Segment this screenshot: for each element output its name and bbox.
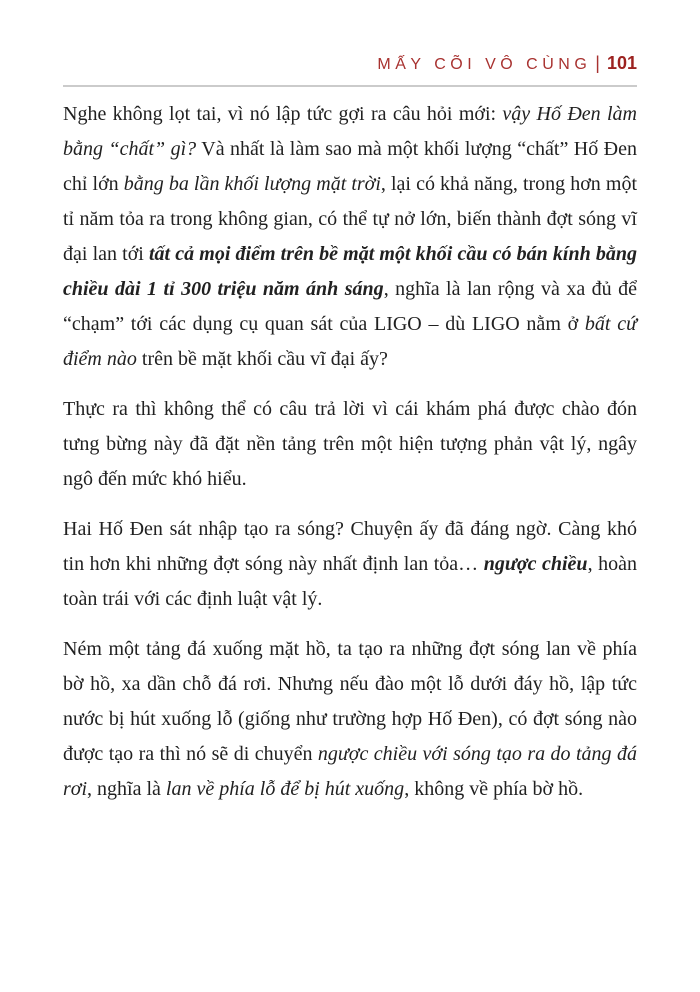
text-segment: , hoàn toàn trái với các định luật vật lý.	[63, 553, 637, 610]
text-segment: ngược chiều	[483, 553, 588, 575]
text-segment: bất cứ điểm nào	[63, 313, 637, 370]
text-segment: bằng ba lần khối lượng mặt trời	[123, 173, 381, 195]
text-segment: , lại có khả năng, trong hơn một tỉ năm tỏa ra trong không gian, có thể tự nở lớn, biến thành đợt sóng vĩ đại lan tới	[63, 173, 638, 265]
paragraph	[63, 512, 637, 617]
text-segment: tất cả mọi điểm trên bề mặt một khối cầu có bán kính bằng chiều dài 1 tỉ 300 triệu năm ánh sáng	[63, 243, 637, 300]
text-segment: , không về phía bờ hồ.	[404, 778, 584, 800]
text-segment: Hai Hố Đen sát nhập tạo ra sóng? Chuyện ấy đã đáng ngờ. Càng khó tin hơn khi những đợt sóng này nhất định lan tỏa…	[63, 518, 637, 575]
text-segment: , nghĩa là lan rộng và xa đủ để “chạm” tới các dụng cụ quan sát của LIGO – dù LIGO nằm ở	[63, 278, 637, 335]
header-rule	[63, 85, 637, 87]
header-separator: |	[595, 53, 600, 73]
paragraph	[63, 632, 637, 807]
page-header	[63, 53, 637, 74]
text-segment: vậy Hố Đen làm bằng “chất” gì?	[63, 103, 637, 160]
text-segment: Và nhất là làm sao mà một khối lượng “chất” Hố Đen chỉ lớn	[63, 138, 637, 195]
text-column	[63, 97, 637, 822]
paragraph	[63, 97, 637, 377]
text-segment: Thực ra thì không thể có câu trả lời vì cái khám phá được chào đón tưng bừng này đã đặt nền tảng trên một hiện tượng phản vật lý, ngây ngô đến mức khó hiểu.	[63, 398, 637, 490]
running-title: MẤY CÕI VÔ CÙNG	[377, 56, 592, 73]
page-number: 101	[606, 53, 637, 73]
text-segment: trên bề mặt khối cầu vĩ đại ấy?	[136, 348, 388, 370]
text-segment: Ném một tảng đá xuống mặt hồ, ta tạo ra những đợt sóng lan về phía bờ hồ, xa dần chỗ đá rơi. Nhưng nếu đào một lỗ dưới đáy hồ, lập tức nước bị hút xuống lỗ (giống như trường hợp Hố Đen), có đợt sóng nào được tạo ra thì nó sẽ di chuyển	[63, 638, 637, 765]
paragraph	[63, 392, 637, 497]
text-segment: , nghĩa là	[87, 778, 166, 800]
text-segment: ngược chiều với sóng tạo ra do tảng đá rơi	[63, 743, 637, 800]
text-segment: Nghe không lọt tai, vì nó lập tức gợi ra câu hỏi mới:	[63, 103, 503, 125]
text-segment: lan về phía lỗ để bị hút xuống	[165, 778, 405, 800]
